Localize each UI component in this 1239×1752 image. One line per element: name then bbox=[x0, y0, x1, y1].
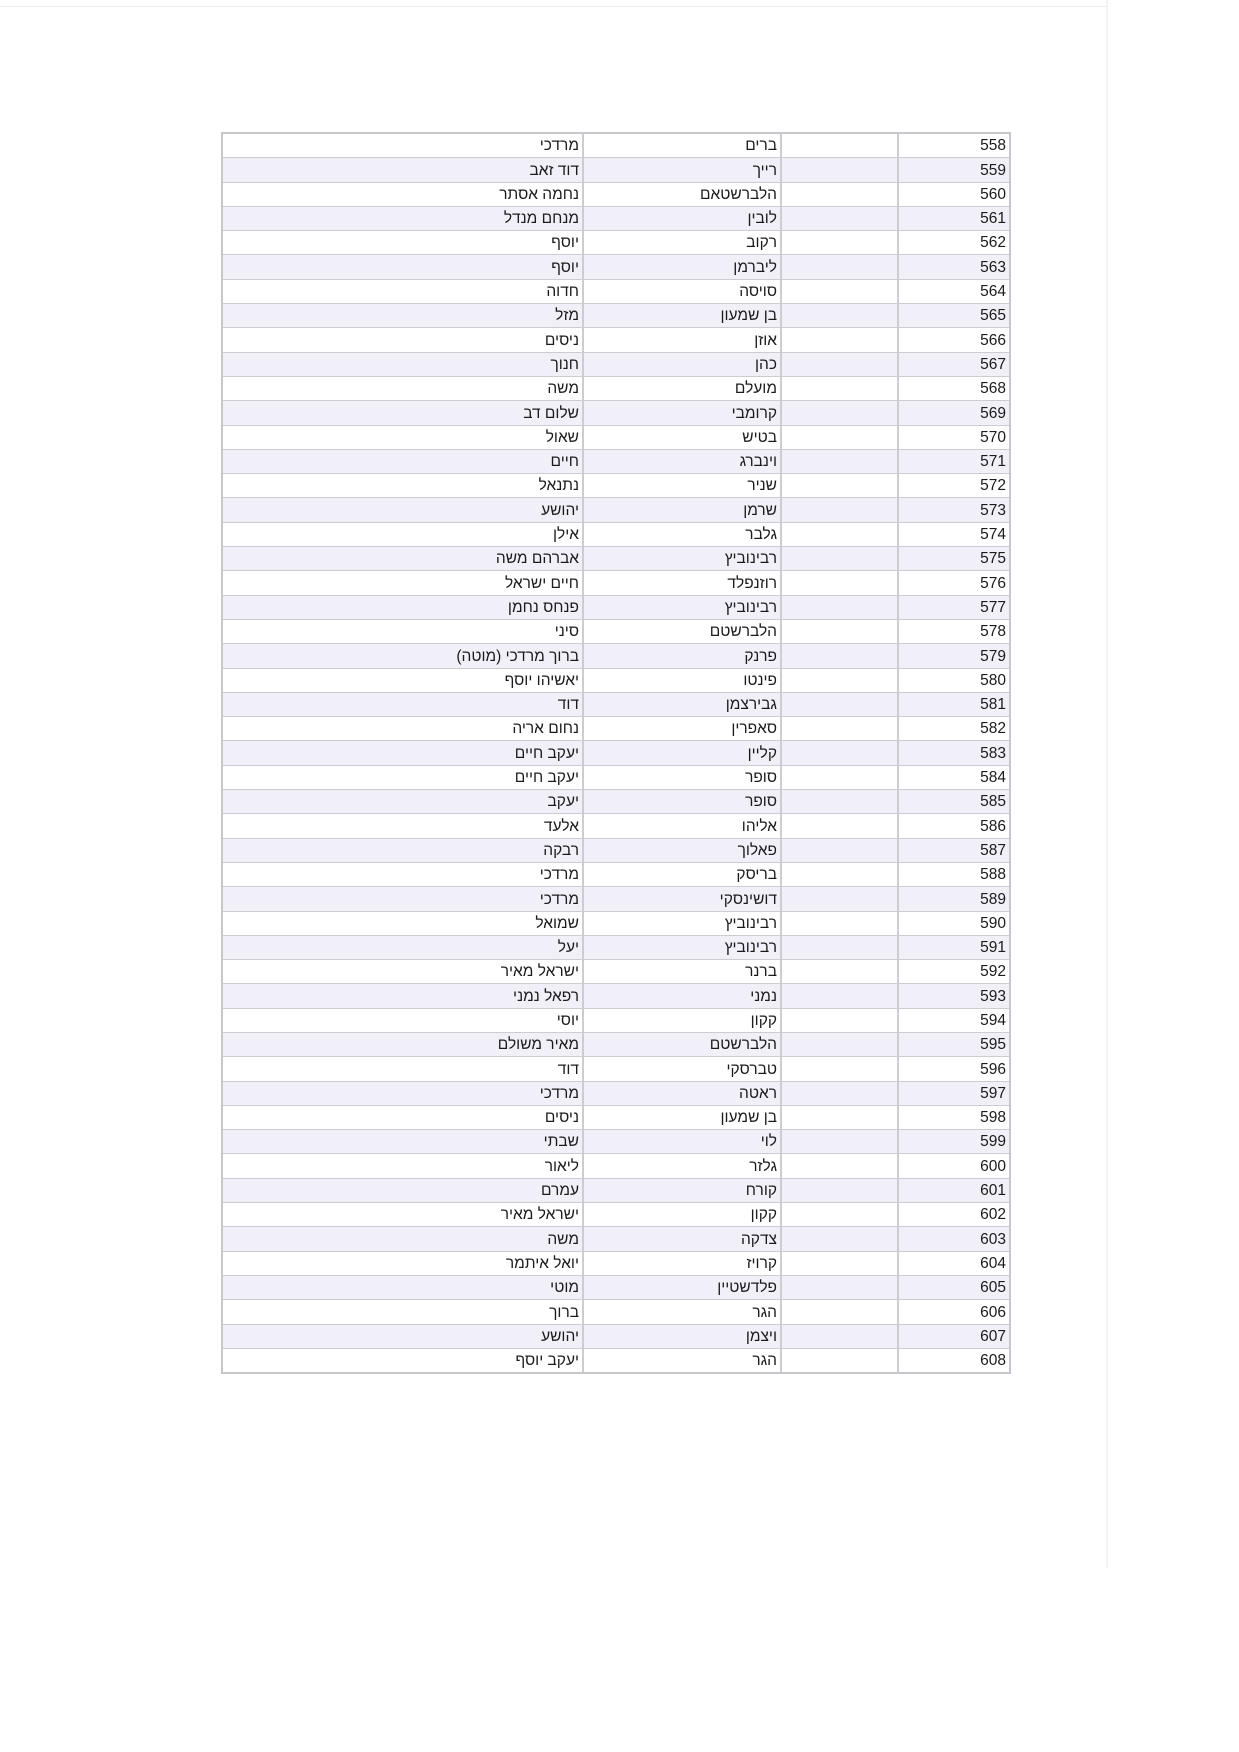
row-number-cell: 575 bbox=[899, 547, 1009, 571]
empty-cell bbox=[782, 1082, 899, 1106]
first-name-cell: נתנאל bbox=[223, 474, 584, 498]
empty-cell bbox=[782, 377, 899, 401]
row-number-cell: 596 bbox=[899, 1057, 1009, 1081]
first-name-cell: יעקב חיים bbox=[223, 766, 584, 790]
last-name-cell: קקון bbox=[584, 1203, 782, 1227]
last-name-cell: שניר bbox=[584, 474, 782, 498]
row-number-cell: 583 bbox=[899, 741, 1009, 765]
empty-cell bbox=[782, 1009, 899, 1033]
first-name-cell: שלום דב bbox=[223, 401, 584, 425]
empty-cell bbox=[782, 547, 899, 571]
table-row bbox=[223, 887, 1009, 911]
table-row bbox=[223, 401, 1009, 425]
table-row bbox=[223, 1033, 1009, 1057]
first-name-cell: מרדכי bbox=[223, 1082, 584, 1106]
last-name-cell: גבירצמן bbox=[584, 693, 782, 717]
empty-cell bbox=[782, 984, 899, 1008]
row-number-cell: 578 bbox=[899, 620, 1009, 644]
last-name-cell: פאלוך bbox=[584, 839, 782, 863]
empty-cell bbox=[782, 426, 899, 450]
last-name-cell: ויצמן bbox=[584, 1325, 782, 1349]
last-name-cell: רבינוביץ bbox=[584, 596, 782, 620]
empty-cell bbox=[782, 255, 899, 279]
first-name-cell: ברוך bbox=[223, 1300, 584, 1324]
last-name-cell: קקון bbox=[584, 1009, 782, 1033]
empty-cell bbox=[782, 280, 899, 304]
last-name-cell: נמני bbox=[584, 984, 782, 1008]
last-name-cell: קליין bbox=[584, 741, 782, 765]
table-row bbox=[223, 1252, 1009, 1276]
empty-cell bbox=[782, 912, 899, 936]
empty-cell bbox=[782, 1057, 899, 1081]
first-name-cell: דוד זאב bbox=[223, 158, 584, 182]
row-number-cell: 591 bbox=[899, 936, 1009, 960]
row-number-cell: 595 bbox=[899, 1033, 1009, 1057]
table-row bbox=[223, 984, 1009, 1008]
empty-cell bbox=[782, 960, 899, 984]
empty-cell bbox=[782, 158, 899, 182]
row-number-cell: 598 bbox=[899, 1106, 1009, 1130]
row-number-cell: 565 bbox=[899, 304, 1009, 328]
first-name-cell: אילן bbox=[223, 523, 584, 547]
last-name-cell: הגר bbox=[584, 1300, 782, 1324]
empty-cell bbox=[782, 207, 899, 231]
row-number-cell: 588 bbox=[899, 863, 1009, 887]
row-number-cell: 567 bbox=[899, 353, 1009, 377]
row-number-cell: 587 bbox=[899, 839, 1009, 863]
row-number-cell: 559 bbox=[899, 158, 1009, 182]
first-name-cell: מרדכי bbox=[223, 134, 584, 158]
table-row bbox=[223, 1300, 1009, 1324]
first-name-cell: נחום אריה bbox=[223, 717, 584, 741]
row-number-cell: 571 bbox=[899, 450, 1009, 474]
last-name-cell: קרומבי bbox=[584, 401, 782, 425]
table-row bbox=[223, 498, 1009, 522]
empty-cell bbox=[782, 1276, 899, 1300]
table-row bbox=[223, 814, 1009, 838]
table-row bbox=[223, 790, 1009, 814]
empty-cell bbox=[782, 1179, 899, 1203]
row-number-cell: 585 bbox=[899, 790, 1009, 814]
empty-cell bbox=[782, 936, 899, 960]
empty-cell bbox=[782, 474, 899, 498]
first-name-cell: דוד bbox=[223, 1057, 584, 1081]
row-number-cell: 607 bbox=[899, 1325, 1009, 1349]
first-name-cell: עמרם bbox=[223, 1179, 584, 1203]
empty-cell bbox=[782, 498, 899, 522]
empty-cell bbox=[782, 1203, 899, 1227]
last-name-cell: ברנר bbox=[584, 960, 782, 984]
first-name-cell: נחמה אסתר bbox=[223, 183, 584, 207]
row-number-cell: 572 bbox=[899, 474, 1009, 498]
table-row bbox=[223, 960, 1009, 984]
last-name-cell: הלברשטם bbox=[584, 620, 782, 644]
row-number-cell: 586 bbox=[899, 814, 1009, 838]
empty-cell bbox=[782, 1227, 899, 1251]
row-number-cell: 561 bbox=[899, 207, 1009, 231]
first-name-cell: יוסף bbox=[223, 231, 584, 255]
first-name-cell: משה bbox=[223, 377, 584, 401]
last-name-cell: קרויז bbox=[584, 1252, 782, 1276]
first-name-cell: יואל איתמר bbox=[223, 1252, 584, 1276]
first-name-cell: פנחס נחמן bbox=[223, 596, 584, 620]
empty-cell bbox=[782, 134, 899, 158]
last-name-cell: דושינסקי bbox=[584, 887, 782, 911]
row-number-cell: 580 bbox=[899, 669, 1009, 693]
first-name-cell: שבתי bbox=[223, 1130, 584, 1154]
last-name-cell: צדקה bbox=[584, 1227, 782, 1251]
last-name-cell: ליברמן bbox=[584, 255, 782, 279]
first-name-cell: ניסים bbox=[223, 1106, 584, 1130]
first-name-cell: חדוה bbox=[223, 280, 584, 304]
last-name-cell: קורח bbox=[584, 1179, 782, 1203]
table-row bbox=[223, 717, 1009, 741]
last-name-cell: פרנק bbox=[584, 644, 782, 668]
empty-cell bbox=[782, 620, 899, 644]
page-right-edge bbox=[1106, 0, 1108, 1568]
first-name-cell: חנוך bbox=[223, 353, 584, 377]
empty-cell bbox=[782, 401, 899, 425]
row-number-cell: 581 bbox=[899, 693, 1009, 717]
empty-cell bbox=[782, 353, 899, 377]
first-name-cell: יעל bbox=[223, 936, 584, 960]
last-name-cell: בן שמעון bbox=[584, 304, 782, 328]
last-name-cell: פינטו bbox=[584, 669, 782, 693]
row-number-cell: 605 bbox=[899, 1276, 1009, 1300]
table-row bbox=[223, 644, 1009, 668]
last-name-cell: סופר bbox=[584, 790, 782, 814]
row-number-cell: 608 bbox=[980, 1352, 1006, 1370]
empty-cell bbox=[782, 1106, 899, 1130]
first-name-cell: מוטי bbox=[223, 1276, 584, 1300]
last-name-cell: טברסקי bbox=[584, 1057, 782, 1081]
last-name-cell: רקוב bbox=[584, 231, 782, 255]
row-number-cell: 564 bbox=[899, 280, 1009, 304]
empty-cell bbox=[782, 1300, 899, 1324]
row-number-cell: 597 bbox=[899, 1082, 1009, 1106]
row-number-cell: 579 bbox=[899, 644, 1009, 668]
empty-cell bbox=[782, 766, 899, 790]
row-number-cell: 568 bbox=[899, 377, 1009, 401]
last-name-cell: ברים bbox=[584, 134, 782, 158]
row-number-cell: 569 bbox=[899, 401, 1009, 425]
table-row bbox=[223, 741, 1009, 765]
empty-cell bbox=[782, 596, 899, 620]
last-name-cell: וינברג bbox=[584, 450, 782, 474]
last-name-cell: בטיש bbox=[584, 426, 782, 450]
table-row bbox=[223, 912, 1009, 936]
row-number-cell: 593 bbox=[899, 984, 1009, 1008]
empty-cell bbox=[782, 814, 899, 838]
row-number-cell: 574 bbox=[899, 523, 1009, 547]
row-number-cell: 570 bbox=[899, 426, 1009, 450]
table-row bbox=[223, 523, 1009, 547]
table-row bbox=[223, 863, 1009, 887]
last-name-cell: סויסה bbox=[584, 280, 782, 304]
last-name-cell: שרמן bbox=[584, 498, 782, 522]
table-row bbox=[223, 207, 1009, 231]
table-row bbox=[223, 1154, 1009, 1178]
first-name-cell: יהושע bbox=[223, 1325, 584, 1349]
row-number-cell: 606 bbox=[899, 1300, 1009, 1324]
last-name-cell: רבינוביץ bbox=[584, 936, 782, 960]
table-row bbox=[223, 231, 1009, 255]
table-row bbox=[223, 183, 1009, 207]
empty-cell bbox=[782, 1252, 899, 1276]
empty-cell bbox=[782, 304, 899, 328]
last-name-cell: כהן bbox=[584, 353, 782, 377]
last-name-cell: מועלם bbox=[584, 377, 782, 401]
row-number-cell: 602 bbox=[899, 1203, 1009, 1227]
row-number-cell: 576 bbox=[899, 571, 1009, 595]
empty-cell bbox=[782, 450, 899, 474]
names-table-body bbox=[223, 134, 1009, 1372]
first-name-cell: חיים bbox=[223, 450, 584, 474]
first-name-cell: סיני bbox=[223, 620, 584, 644]
row-number-cell: 599 bbox=[899, 1130, 1009, 1154]
empty-cell bbox=[782, 693, 899, 717]
table-row bbox=[223, 450, 1009, 474]
empty-cell bbox=[782, 644, 899, 668]
table-row bbox=[223, 426, 1009, 450]
empty-cell bbox=[782, 571, 899, 595]
last-name-cell: לוי bbox=[584, 1130, 782, 1154]
first-name-cell: יעקב יוסף bbox=[223, 1349, 584, 1372]
first-name-cell: רבקה bbox=[223, 839, 584, 863]
last-name-cell: הלברשטם bbox=[584, 1033, 782, 1057]
table-row bbox=[223, 693, 1009, 717]
last-name-cell: הגר bbox=[584, 1349, 782, 1372]
row-number-cell: 582 bbox=[899, 717, 1009, 741]
last-name-cell: רבינוביץ bbox=[584, 547, 782, 571]
table-row bbox=[223, 1130, 1009, 1154]
last-name-cell: בריסק bbox=[584, 863, 782, 887]
row-number-cell: 584 bbox=[899, 766, 1009, 790]
first-name-cell: יעקב חיים bbox=[223, 741, 584, 765]
first-name-cell: מנחם מנדל bbox=[223, 207, 584, 231]
table-row bbox=[223, 474, 1009, 498]
table-row bbox=[223, 571, 1009, 595]
first-name-cell: אלעד bbox=[223, 814, 584, 838]
empty-cell bbox=[782, 1130, 899, 1154]
table-row bbox=[223, 766, 1009, 790]
table-row bbox=[223, 1179, 1009, 1203]
row-number-cell: 560 bbox=[899, 183, 1009, 207]
table-row bbox=[223, 280, 1009, 304]
empty-cell bbox=[782, 183, 899, 207]
table-row bbox=[223, 134, 1009, 158]
row-number-cell: 573 bbox=[899, 498, 1009, 522]
last-name-cell: רבינוביץ bbox=[584, 912, 782, 936]
table-row bbox=[223, 620, 1009, 644]
empty-cell bbox=[782, 1349, 899, 1372]
first-name-cell: יוסף bbox=[223, 255, 584, 279]
empty-cell bbox=[782, 669, 899, 693]
first-name-cell: יוסי bbox=[223, 1009, 584, 1033]
first-name-cell: מאיר משולם bbox=[223, 1033, 584, 1057]
row-number-cell: 600 bbox=[899, 1154, 1009, 1178]
row-number-cell: 603 bbox=[899, 1227, 1009, 1251]
table-row bbox=[223, 669, 1009, 693]
empty-cell bbox=[782, 231, 899, 255]
first-name-cell: רפאל נמני bbox=[223, 984, 584, 1008]
table-row bbox=[223, 1009, 1009, 1033]
row-number-cell: 592 bbox=[899, 960, 1009, 984]
first-name-cell: חיים ישראל bbox=[223, 571, 584, 595]
empty-cell bbox=[782, 717, 899, 741]
first-name-cell: ליאור bbox=[223, 1154, 584, 1178]
first-name-cell: מזל bbox=[223, 304, 584, 328]
last-name-cell: ראטה bbox=[584, 1082, 782, 1106]
last-name-cell: סאפרין bbox=[584, 717, 782, 741]
empty-cell bbox=[782, 887, 899, 911]
empty-cell bbox=[782, 1033, 899, 1057]
first-name-cell: יעקב bbox=[223, 790, 584, 814]
table-row bbox=[223, 1057, 1009, 1081]
table-row bbox=[223, 377, 1009, 401]
last-name-cell: סופר bbox=[584, 766, 782, 790]
empty-cell bbox=[782, 790, 899, 814]
names-table bbox=[221, 132, 1011, 1374]
row-number-cell: 562 bbox=[899, 231, 1009, 255]
empty-cell bbox=[782, 1325, 899, 1349]
row-number-cell: 604 bbox=[899, 1252, 1009, 1276]
last-name-cell: גלבר bbox=[584, 523, 782, 547]
last-name-cell: גלזר bbox=[584, 1154, 782, 1178]
row-number-cell: 563 bbox=[899, 255, 1009, 279]
table-row bbox=[223, 1227, 1009, 1251]
empty-cell bbox=[782, 328, 899, 352]
empty-cell bbox=[782, 863, 899, 887]
first-name-cell: שמואל bbox=[223, 912, 584, 936]
last-name-cell: רוזנפלד bbox=[584, 571, 782, 595]
first-name-cell: ברוך מרדכי (מוטה) bbox=[223, 644, 584, 668]
row-number-cell: 589 bbox=[899, 887, 1009, 911]
table-row bbox=[223, 255, 1009, 279]
first-name-cell: יאשיהו יוסף bbox=[223, 669, 584, 693]
row-number-cell: 601 bbox=[899, 1179, 1009, 1203]
first-name-cell: מרדכי bbox=[223, 887, 584, 911]
last-name-cell: בן שמעון bbox=[584, 1106, 782, 1130]
page-top-edge bbox=[0, 6, 1108, 7]
last-name-cell: אוזן bbox=[584, 328, 782, 352]
last-name-cell: לובין bbox=[584, 207, 782, 231]
table-row bbox=[223, 353, 1009, 377]
empty-cell bbox=[782, 839, 899, 863]
table-row bbox=[223, 936, 1009, 960]
table-row bbox=[223, 1276, 1009, 1300]
empty-cell bbox=[782, 523, 899, 547]
row-number-cell: 594 bbox=[899, 1009, 1009, 1033]
first-name-cell: ישראל מאיר bbox=[223, 1203, 584, 1227]
table-row bbox=[223, 1106, 1009, 1130]
row-number-cell: 566 bbox=[899, 328, 1009, 352]
row-number-cell: 577 bbox=[899, 596, 1009, 620]
first-name-cell: מרדכי bbox=[223, 863, 584, 887]
empty-cell bbox=[782, 741, 899, 765]
last-name-cell: אליהו bbox=[584, 814, 782, 838]
first-name-cell: שאול bbox=[223, 426, 584, 450]
table-row bbox=[223, 1349, 1009, 1372]
table-row bbox=[223, 839, 1009, 863]
row-number-cell: 590 bbox=[899, 912, 1009, 936]
table-row bbox=[223, 1203, 1009, 1227]
empty-cell bbox=[782, 1154, 899, 1178]
first-name-cell: דוד bbox=[223, 693, 584, 717]
first-name-cell: ישראל מאיר bbox=[223, 960, 584, 984]
first-name-cell: משה bbox=[223, 1227, 584, 1251]
last-name-cell: פלדשטיין bbox=[584, 1276, 782, 1300]
first-name-cell: ניסים bbox=[223, 328, 584, 352]
table-row bbox=[223, 304, 1009, 328]
table-row bbox=[223, 1082, 1009, 1106]
table-row bbox=[223, 596, 1009, 620]
table-row bbox=[223, 328, 1009, 352]
table-row bbox=[223, 158, 1009, 182]
first-name-cell: אברהם משה bbox=[223, 547, 584, 571]
table-row bbox=[223, 547, 1009, 571]
first-name-cell: יהושע bbox=[223, 498, 584, 522]
row-number-cell: 558 bbox=[899, 134, 1009, 158]
last-name-cell: רייך bbox=[584, 158, 782, 182]
last-name-cell: הלברשטאם bbox=[584, 183, 782, 207]
table-row bbox=[223, 1325, 1009, 1349]
